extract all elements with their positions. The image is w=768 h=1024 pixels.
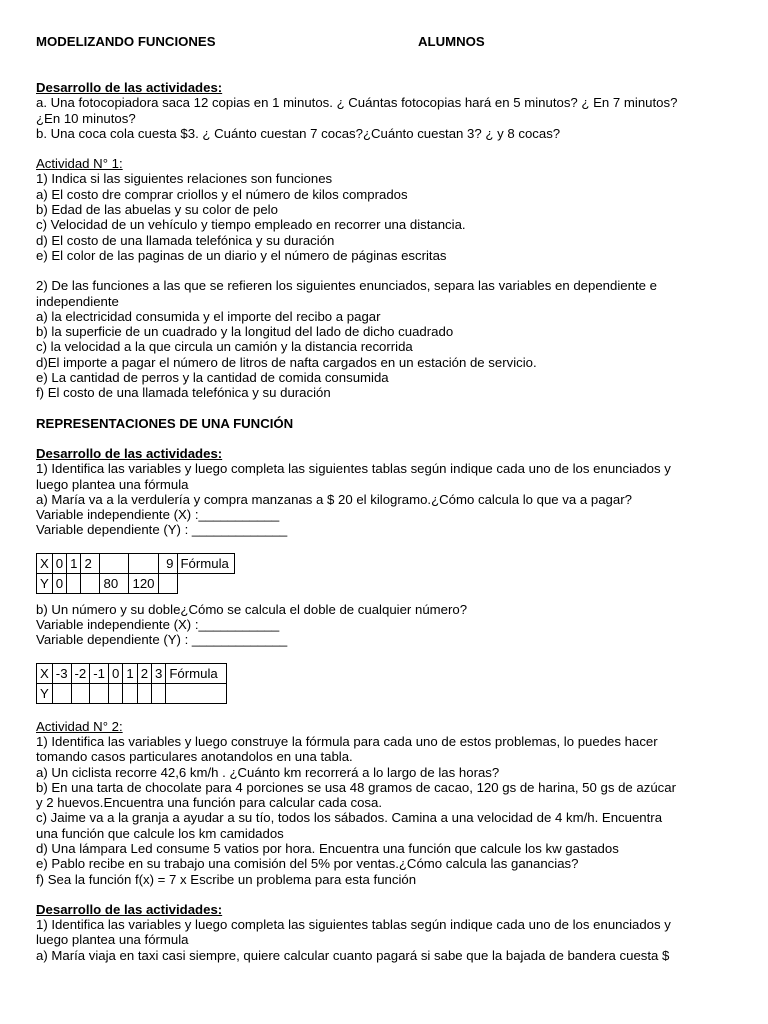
formula-cell[interactable] bbox=[177, 573, 234, 593]
document-header bbox=[36, 34, 736, 50]
table-cell[interactable] bbox=[67, 573, 81, 593]
table-cell: -1 bbox=[90, 663, 109, 683]
document-page bbox=[36, 34, 736, 963]
text-line: f) Sea la función f(x) = 7 x Escribe un problema para esta función bbox=[36, 871, 417, 887]
text-line: luego plantea una fórmula bbox=[36, 932, 189, 948]
formula-cell[interactable] bbox=[166, 683, 227, 703]
table-cell[interactable] bbox=[123, 683, 137, 703]
table-cell: -2 bbox=[71, 663, 90, 683]
text-line: a) El costo dre comprar criollos y el número de kilos comprados bbox=[36, 186, 408, 202]
text-line: 1) Identifica las variables y luego construye la fórmula para cada uno de estos problemas, lo puedes hacer bbox=[36, 733, 658, 749]
table-cell[interactable] bbox=[100, 553, 129, 573]
table-cell[interactable] bbox=[52, 683, 71, 703]
text-line: una función que calcule los km camidados bbox=[36, 825, 284, 841]
table-cell: 0 bbox=[109, 663, 123, 683]
table-cell: X bbox=[37, 663, 53, 683]
text-line: independiente bbox=[36, 293, 119, 309]
table-cell[interactable] bbox=[129, 553, 158, 573]
text-line: Variable independiente (X) :___________ bbox=[36, 507, 280, 523]
text-line: 1) Indica si las siguientes relaciones son funciones bbox=[36, 171, 333, 187]
table-cell: 3 bbox=[152, 663, 166, 683]
text-line: e) La cantidad de perros y la cantidad de comida consumida bbox=[36, 370, 389, 386]
text-line: a) María viaja en taxi casi siempre, quiere calcular cuanto pagará si sabe que la bajada de bandera cuesta $ bbox=[36, 947, 670, 963]
section-heading: Desarrollo de las actividades: bbox=[36, 901, 223, 917]
text-line: f) El costo de una llamada telefónica y su duración bbox=[36, 385, 331, 401]
text-line: b. Una coca cola cuesta $3. ¿ Cuánto cuestan 7 cocas?¿Cuánto cuestan 3? ¿ y 8 cocas? bbox=[36, 125, 561, 141]
text-line: a) la electricidad consumida y el importe del recibo a pagar bbox=[36, 308, 381, 324]
text-line: Variable independiente (X) :___________ bbox=[36, 617, 280, 633]
table-cell[interactable]: 1 bbox=[67, 553, 81, 573]
section-title: REPRESENTACIONES DE UNA FUNCIÓN bbox=[36, 415, 294, 431]
text-line: c) la velocidad a la que circula un camión y la distancia recorrida bbox=[36, 339, 413, 355]
text-line: y 2 huevos.Encuentra una función para calcular cada cosa. bbox=[36, 795, 383, 811]
text-line: b) la superficie de un cuadrado y la longitud del lado de dicho cuadrado bbox=[36, 324, 454, 340]
text-line: c) Velocidad de un vehículo y tiempo empleado en recorrer una distancia. bbox=[36, 217, 466, 233]
formula-header: Fórmula bbox=[166, 663, 227, 683]
table-cell: -3 bbox=[52, 663, 71, 683]
table-cell[interactable]: 0 bbox=[52, 553, 66, 573]
text-line: ¿En 10 minutos? bbox=[36, 110, 136, 126]
text-line: b) Edad de las abuelas y su color de pelo bbox=[36, 202, 278, 218]
header-title: MODELIZANDO FUNCIONES bbox=[36, 34, 216, 49]
text-line: Variable dependiente (Y) : _____________ bbox=[36, 522, 288, 538]
text-line: e) Pablo recibe en su trabajo una comisión del 5% por ventas.¿Cómo calcula las ganancias? bbox=[36, 856, 579, 872]
table-cell[interactable] bbox=[109, 683, 123, 703]
text-line: 1) Identifica las variables y luego completa las siguientes tablas según indique cada uno de los enunciados y bbox=[36, 461, 671, 477]
table-cell: Y bbox=[37, 683, 53, 703]
text-line: d)El importe a pagar el número de litros de nafta cargados en un estación de servicio. bbox=[36, 354, 537, 370]
values-table-b bbox=[36, 663, 227, 704]
header-students: ALUMNOS bbox=[418, 34, 485, 49]
text-line: Variable dependiente (Y) : _____________ bbox=[36, 632, 288, 648]
table-cell: 1 bbox=[123, 663, 137, 683]
text-line: luego plantea una fórmula bbox=[36, 476, 189, 492]
table-cell[interactable]: 9 bbox=[158, 553, 177, 573]
text-line: 1) Identifica las variables y luego completa las siguientes tablas según indique cada uno de los enunciados y bbox=[36, 917, 671, 933]
table-cell[interactable] bbox=[152, 683, 166, 703]
table-cell[interactable]: 80 bbox=[100, 573, 129, 593]
activity-heading: Actividad N° 1: bbox=[36, 156, 123, 172]
table-cell[interactable] bbox=[90, 683, 109, 703]
values-table-a bbox=[36, 553, 235, 594]
table-row bbox=[37, 553, 235, 573]
text-line: d) El costo de una llamada telefónica y su duración bbox=[36, 232, 335, 248]
text-line: e) El color de las paginas de un diario y el número de páginas escritas bbox=[36, 247, 447, 263]
table-cell[interactable] bbox=[158, 573, 177, 593]
table-cell: Y bbox=[37, 573, 53, 593]
text-line: 2) De las funciones a las que se refieren los siguientes enunciados, separa las variables en dependiente e bbox=[36, 278, 657, 294]
text-line: d) Una lámpara Led consume 5 vatios por hora. Encuentra una función que calcule los kw gastados bbox=[36, 840, 619, 856]
text-line: b) Un número y su doble¿Cómo se calcula el doble de cualquier número? bbox=[36, 601, 468, 617]
activity-heading: Actividad N° 2: bbox=[36, 718, 123, 734]
table-cell: 2 bbox=[137, 663, 151, 683]
table-cell[interactable] bbox=[137, 683, 151, 703]
table-cell[interactable]: 2 bbox=[81, 553, 100, 573]
table-row bbox=[37, 573, 235, 593]
section-heading: Desarrollo de las actividades: bbox=[36, 445, 223, 461]
text-line: a. Una fotocopiadora saca 12 copias en 1 minutos. ¿ Cuántas fotocopias hará en 5 minutos? ¿ En 7 minutos? bbox=[36, 95, 678, 111]
table-cell[interactable] bbox=[81, 573, 100, 593]
text-line: a) Un ciclista recorre 42,6 km/h . ¿Cuánto km recorrerá a lo largo de las horas? bbox=[36, 764, 500, 780]
table-cell[interactable] bbox=[71, 683, 90, 703]
table-cell[interactable]: 120 bbox=[129, 573, 158, 593]
text-line: a) María va a la verdulería y compra manzanas a $ 20 el kilogramo.¿Cómo calcula lo que va a pagar? bbox=[36, 491, 632, 507]
section-heading: Desarrollo de las actividades: bbox=[36, 80, 223, 95]
table-cell: X bbox=[37, 553, 53, 573]
formula-header: Fórmula bbox=[177, 553, 234, 573]
text-line: tomando casos particulares anotandolos en una tabla. bbox=[36, 749, 353, 765]
text-line: c) Jaime va a la granja a ayudar a su tío, todos los sábados. Camina a una velocidad de 4 km/h. Encuentra bbox=[36, 810, 663, 826]
table-row bbox=[37, 683, 227, 703]
text-line: b) En una tarta de chocolate para 4 porciones se usa 48 gramos de cacao, 120 gs de harina, 50 gs de azúcar bbox=[36, 779, 677, 795]
table-cell[interactable]: 0 bbox=[52, 573, 66, 593]
table-row bbox=[37, 663, 227, 683]
